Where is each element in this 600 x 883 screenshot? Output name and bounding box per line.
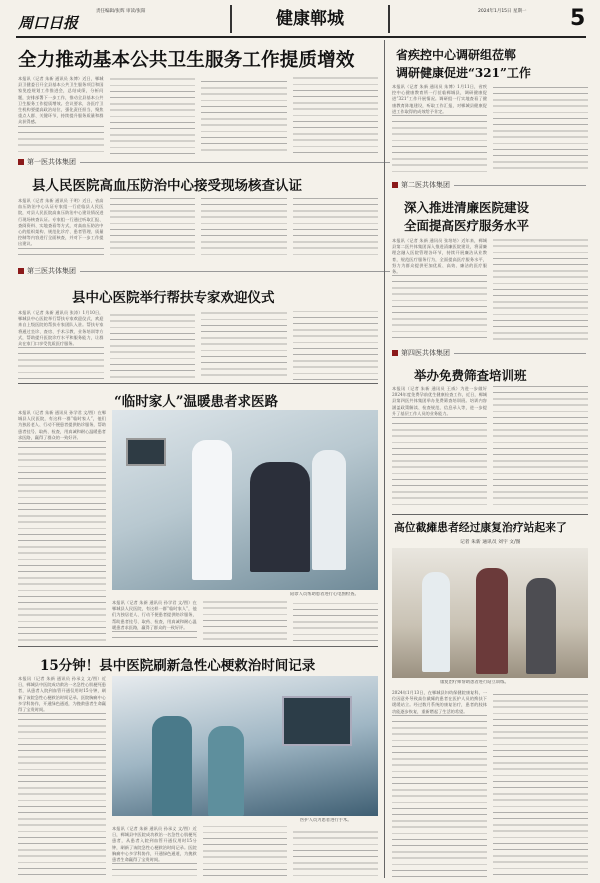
rehab-body: 2024年1月13日，在郸城县妇幼保健院康复科，一位因意外导致高位截瘫的患者在医护人员的搀扶下缓缓站立。经过数月系统的康复治疗，患者的肢体功能逐步恢复，重新燃起了生活的希望。 bbox=[392, 690, 588, 878]
deepen-body: 本报讯（记者 朱新 通讯员 张培培）近年来，郸城县第二医共体集团深入推进清廉医院建设，将清廉理念融入医院管理各环节，持续开展廉洁从业教育，规范医疗服务行为，全面提高医疗服务水平，努力为群众提供更加优质、高效、廉洁的医疗服务。 bbox=[392, 238, 588, 342]
rehab-caption: 康复治疗师帮助患者进行站立训练。 bbox=[440, 680, 509, 685]
stroke-body: 本报讯（记者 朱新 通讯员 孙承义 文/图）近日，郸城县中医院成功救治一名急性心肌梗死患者，从患者入院到血管开通仅用时15分钟，刷新了该院急性心梗救治时间记录。医院胸痛中心多学科协作，开通绿色通道，为挽救患者生命赢得了宝贵时间。 bbox=[18, 676, 106, 876]
feature-headline: “临时家人”温暖患者求医路 bbox=[114, 394, 279, 410]
paper-name: 周口日报 bbox=[18, 14, 79, 32]
stroke-caption: 医护人员为患者进行手术。 bbox=[300, 818, 352, 823]
training-body: 本报讯（记者 朱新 通讯员 王威）为进一步做好2024年度免费孕前优生健康检查工作，近日，郸城县第四医共体集团举办免费筛查培训班。培训内容涵盖政策解读、检查规范、信息录入等，进一步提升了基层工作人员的业务能力。 bbox=[392, 386, 588, 510]
rehab-photo bbox=[392, 548, 588, 678]
section-title: 健康郸城 bbox=[276, 9, 344, 29]
photo-surgeon-1 bbox=[152, 716, 192, 816]
feature-body-continued: 本报讯（记者 朱新 通讯员 孙学君 文/图）在郸城县人民医院，有这样一群“临时家人”，他们为独居老人、行动不便患者提供陪诊服务，帮助患者挂号、取药、检查，用真诚和耐心温暖患者求医路，赢得了群众的一致好评。 bbox=[112, 600, 378, 642]
editor-line: 责任编辑/张辉 审读/张阳 bbox=[96, 9, 146, 14]
photo-person-doctor bbox=[192, 440, 232, 580]
section-label-text: 第一医共体集团 bbox=[27, 158, 76, 166]
rehab-byline: 记者 朱新 通讯员 刘宇 文/图 bbox=[460, 540, 521, 545]
photo-equipment bbox=[282, 696, 352, 746]
divider bbox=[18, 383, 378, 384]
section-label-3 bbox=[18, 266, 390, 276]
stroke-photo bbox=[112, 676, 378, 816]
issue-date: 2024年1月15日 星期一 bbox=[478, 9, 527, 14]
provincial-body: 本报讯（记者 朱新 通讯员 朱博）1月11日，省疾控中心健康教育所一行莅临郸城县，调研健康促进“321”工作开展情况。调研组一行实地查看了健康教育阵地建设，听取工作汇报，对郸城县健康促进工作取得的成效给予肯定。 bbox=[392, 84, 588, 174]
stroke-body-continued: 本报讯（记者 朱新 通讯员 孙承义 文/图）近日，郸城县中医院成功救治一名急性心肌梗死患者，从患者入院到血管开通仅用时15分钟，刷新了该院急性心梗救治时间记录。医院胸痛中心多学科协作，开通绿色通道，为挽救患者生命赢得了宝贵时间。 bbox=[112, 826, 378, 876]
section-marker-icon bbox=[18, 159, 24, 165]
article2-body: 本报讯（记者 朱新 通讯员 张涛）1月10日，郸城县中心医院举行帮扶专家欢迎仪式，欢迎来自上级医院的帮扶专家团队入驻。帮扶专家将通过坐诊、查房、手术示教、业务培训等方式，帮助提升医院诊疗水平和服务能力，让群众在家门口享受优质医疗服务。 bbox=[18, 310, 378, 380]
section-label-2 bbox=[392, 180, 586, 190]
feature-photo bbox=[112, 410, 378, 590]
section-divider bbox=[454, 353, 586, 354]
provincial-headline-1: 省疾控中心调研组莅郸 bbox=[396, 48, 517, 62]
divider bbox=[392, 514, 588, 515]
masthead-rule bbox=[16, 36, 586, 38]
section-marker-icon bbox=[392, 182, 398, 188]
photo-person-patient bbox=[250, 462, 310, 572]
article2-headline: 县中心医院举行帮扶专家欢迎仪式 bbox=[72, 290, 275, 306]
section-marker-icon bbox=[392, 350, 398, 356]
photo-patient-standing bbox=[476, 568, 508, 674]
section-label-1 bbox=[18, 157, 390, 167]
article1-body: 本报讯（记者 朱新 通讯员 于明）近日，省高血压防治中心认证专家组一行莅临县人民医院，对县人民医院高血压防治中心建设情况进行现场核查认证。专家组一行通过听取汇报、查阅资料、实地查看等方式，对高血压防治中心的组织架构、规范化诊疗、患者管理、质量控制等内容进行全面核查，并对下一步工作提出建议。 bbox=[18, 198, 378, 260]
deepen-headline-1: 深入推进清廉医院建设 bbox=[404, 200, 530, 215]
section-label-text: 第二医共体集团 bbox=[401, 181, 450, 189]
section-divider bbox=[80, 271, 390, 272]
section-marker-icon bbox=[18, 268, 24, 274]
provincial-headline-2: 调研健康促进“321”工作 bbox=[396, 66, 531, 80]
feature-caption: 陪诊人员帮助患者进行心电图检查。 bbox=[290, 592, 359, 597]
section-label-4 bbox=[392, 348, 586, 358]
divider bbox=[18, 646, 378, 647]
page-number: 5 bbox=[570, 6, 586, 31]
photo-monitor bbox=[126, 438, 166, 466]
lead-headline: 全力推动基本公共卫生服务工作提质增效 bbox=[18, 50, 355, 71]
photo-person-nurse bbox=[312, 450, 346, 570]
section-label-text: 第三医共体集团 bbox=[27, 267, 76, 275]
photo-therapist bbox=[422, 572, 450, 672]
article1-headline: 县人民医院高血压防治中心接受现场核查认证 bbox=[32, 178, 302, 194]
feature-body: 本报讯（记者 朱新 通讯员 孙学君 文/图）在郸城县人民医院，有这样一群“临时家人”，他们为独居老人、行动不便患者提供陪诊服务，帮助患者挂号、取药、检查，用真诚和耐心温暖患者求医路，赢得了群众的一致好评。 bbox=[18, 410, 106, 642]
section-divider bbox=[454, 185, 586, 186]
training-headline: 举办免费筛查培训班 bbox=[414, 368, 527, 383]
column-rule bbox=[384, 40, 385, 878]
deepen-headline-2: 全面提高医疗服务水平 bbox=[404, 218, 530, 233]
photo-surgeon-2 bbox=[208, 726, 244, 816]
lead-body: 本报讯（记者 朱新 通讯员 朱博）近日，郸城县卫健委召开全县基本公共卫生服务项目和国家免疫规划工作推进会，总结成绩，分析问题，安排部署下一步工作，推动全县基本公共卫生服务工作提质增效。会议要求，各医疗卫生机构要提高政治站位，强化责任担当，聚焦重点人群、关键环节，持续提升服务质量和群众获得感。 bbox=[18, 76, 378, 154]
section-banner bbox=[230, 5, 390, 33]
section-label-text: 第四医共体集团 bbox=[401, 349, 450, 357]
rehab-headline: 高位截瘫患者经过康复治疗站起来了 bbox=[394, 521, 567, 534]
photo-family bbox=[526, 578, 556, 674]
section-divider bbox=[80, 162, 390, 163]
stroke-headline: 15分钟！县中医院刷新急性心梗救治时间记录 bbox=[40, 658, 316, 674]
masthead bbox=[0, 0, 600, 40]
